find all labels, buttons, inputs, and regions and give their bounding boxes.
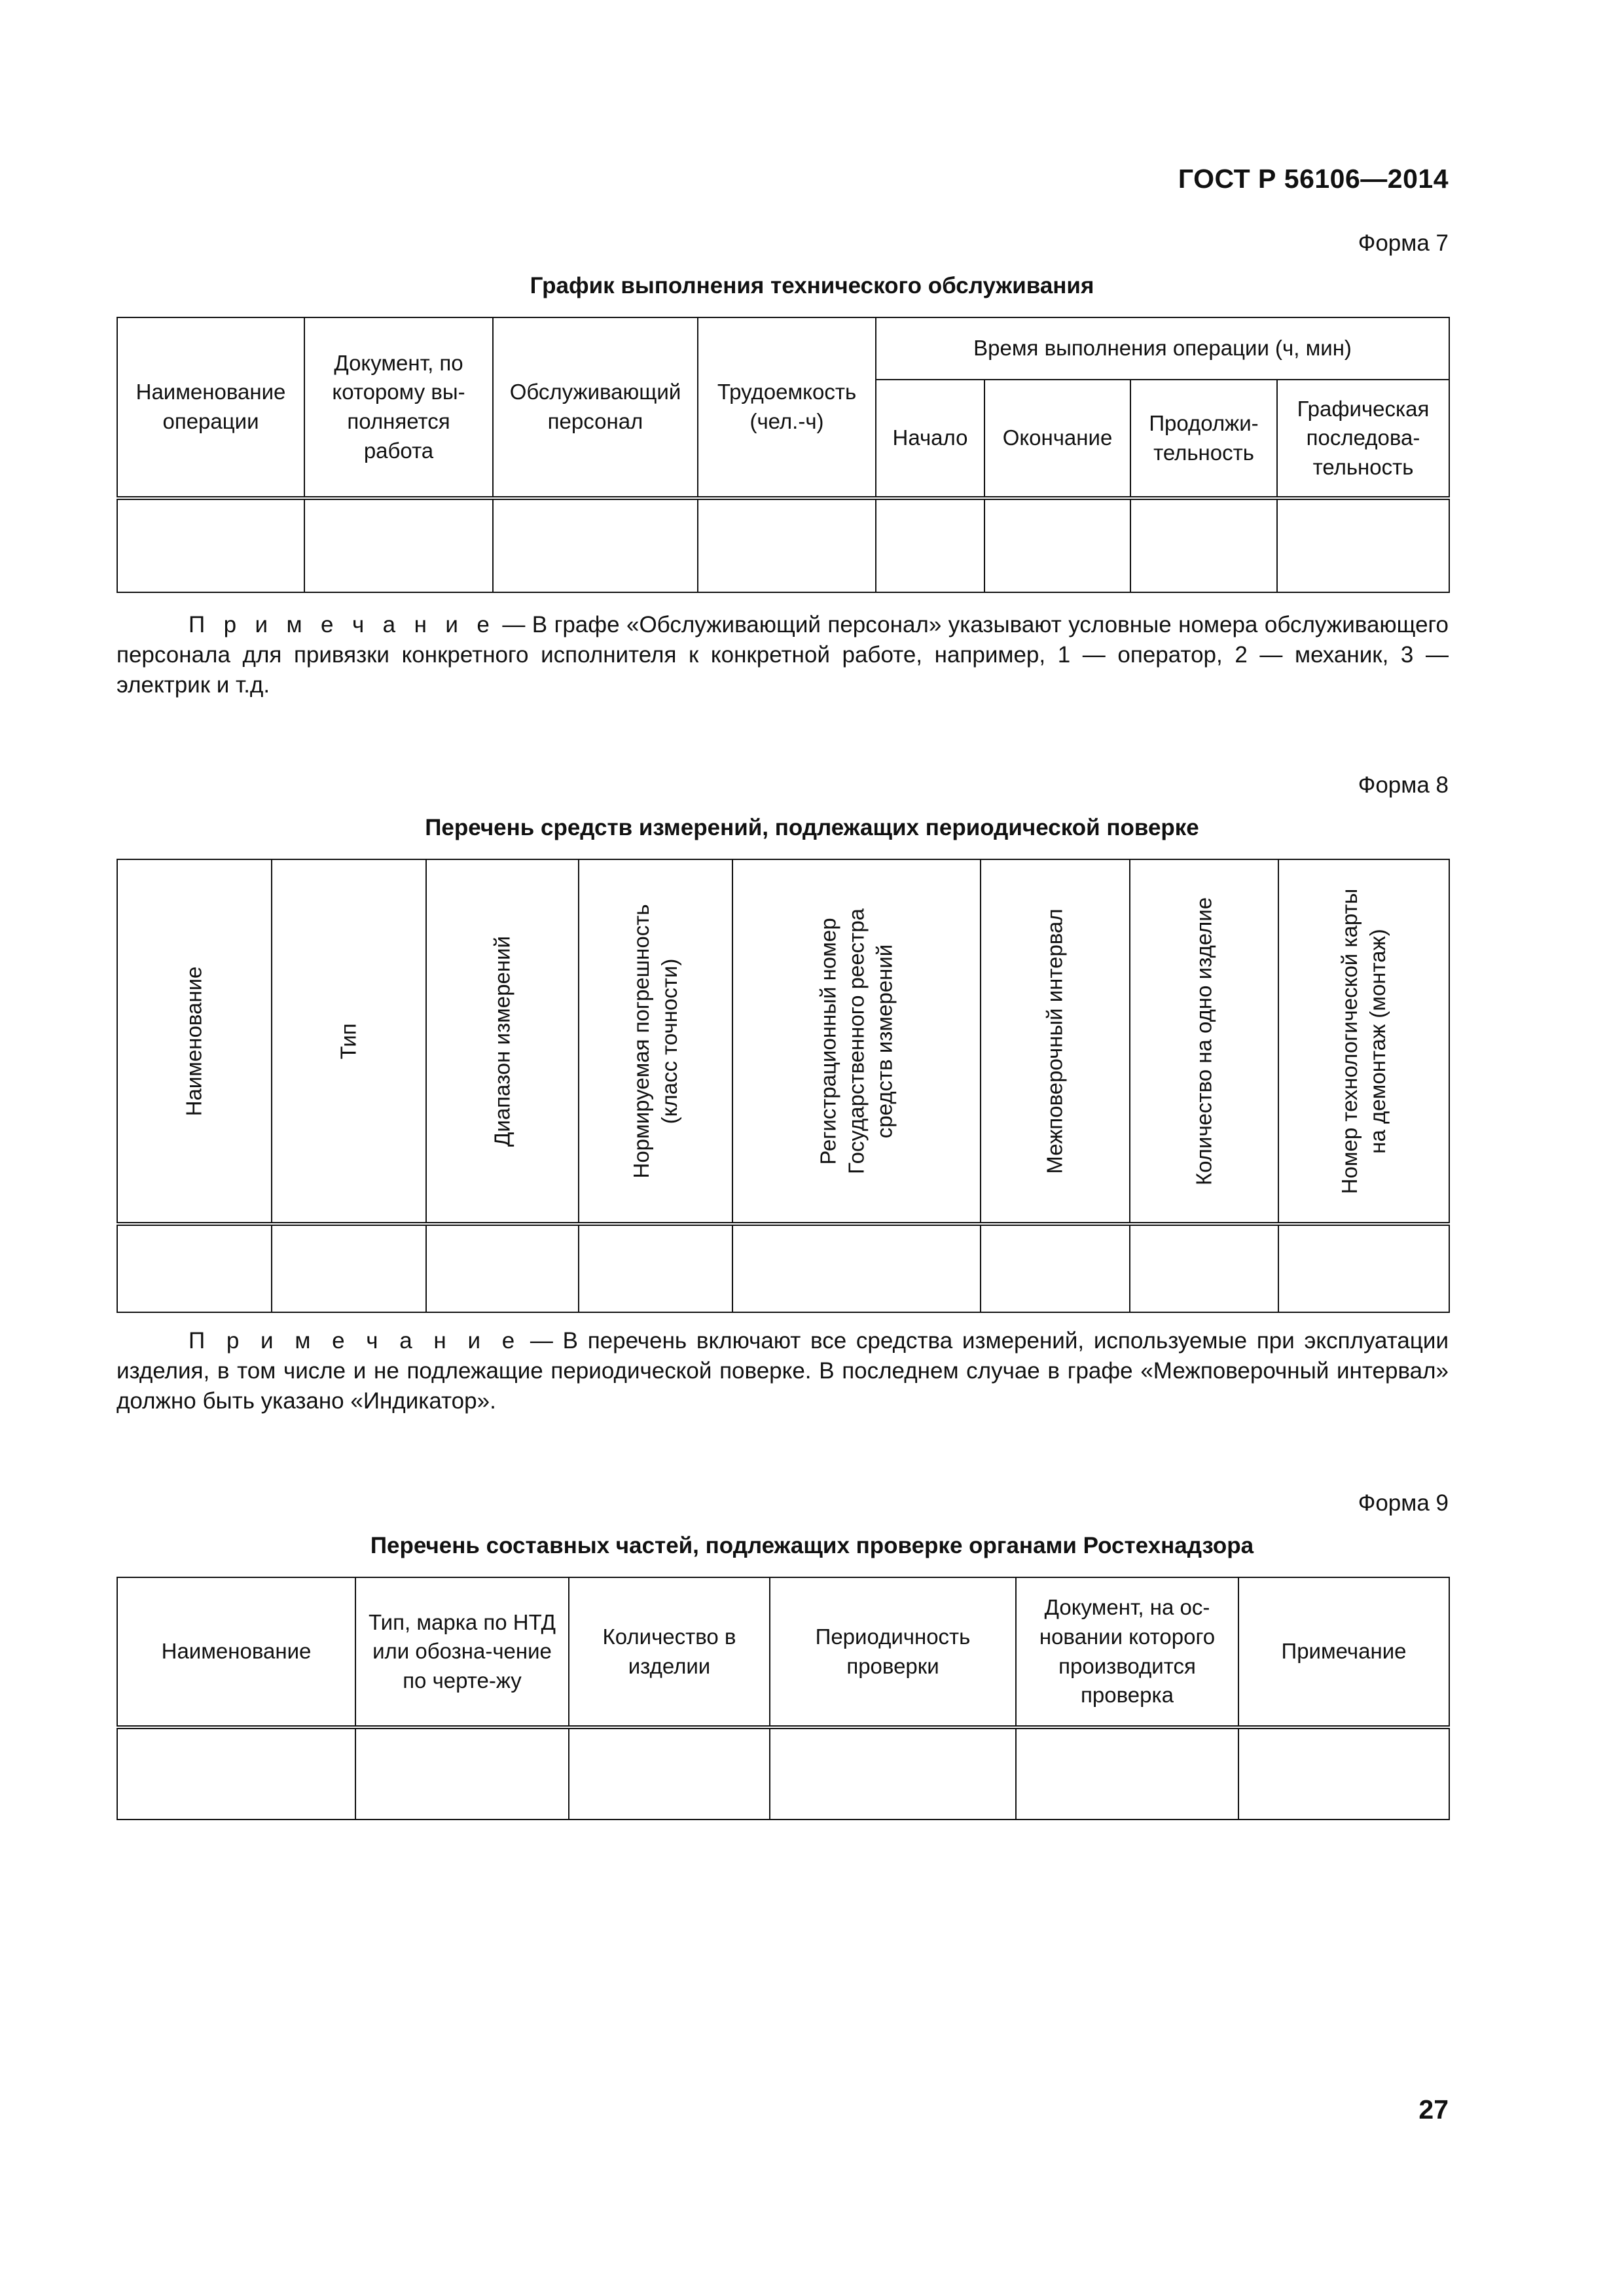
col-end: Окончание: [984, 380, 1130, 498]
col-name-label: Наименование: [181, 966, 206, 1116]
form7-label: Форма 7: [1358, 230, 1449, 256]
col-accuracy-label: Нормируемая погрешность (класс точности): [628, 903, 681, 1179]
col-start: Начало: [876, 380, 984, 498]
col-card-label: Номер технологической карты на демонтаж (монтаж): [1337, 888, 1390, 1194]
form9-empty-row: [117, 1727, 1449, 1820]
col-range: [426, 859, 579, 1224]
col-remark: Примечание: [1238, 1577, 1449, 1727]
col-quantity: Количество в изделии: [569, 1577, 770, 1727]
document-code: ГОСТ Р 56106—2014: [1178, 164, 1449, 194]
table-cell: [984, 498, 1130, 592]
col-type: [272, 859, 426, 1224]
col-quantity-label: Количество на одно изделие: [1191, 897, 1216, 1185]
table-cell: [1130, 498, 1277, 592]
table-cell: [1130, 1224, 1278, 1312]
form9-label: Форма 9: [1358, 1490, 1449, 1516]
table-cell: [698, 498, 876, 592]
table-cell: [569, 1727, 770, 1820]
col-document: Документ, по которому вы-полняется работа: [304, 317, 493, 498]
table-cell: [770, 1727, 1016, 1820]
col-graphic: Графическая последова-тельность: [1277, 380, 1449, 498]
form8-label: Форма 8: [1358, 772, 1449, 798]
table-cell: [1016, 1727, 1238, 1820]
col-duration: Продолжи-тельность: [1130, 380, 1277, 498]
table-cell: [981, 1224, 1130, 1312]
table-cell: [355, 1727, 569, 1820]
table-cell: [117, 498, 304, 592]
note-prefix: П р и м е ч а н и е: [189, 1328, 521, 1354]
col-interval: [981, 859, 1130, 1224]
form7-empty-row: [117, 498, 1449, 592]
table-cell: [876, 498, 984, 592]
table-cell: [426, 1224, 579, 1312]
col-registry-label: Регистрационный номер Государственного реестра средств измерений: [816, 908, 896, 1174]
col-operation-name: Наименование операции: [117, 317, 304, 498]
form7-note: [117, 610, 1449, 700]
note-text: — В перечень включают все средства измерений, используемые при эксплуатации изделия, в том числе и не подлежащие периодической поверке. В последнем случае в графе «Межповерочный интервал» должно быть указано «Индикатор».: [117, 1328, 1449, 1414]
col-name: [117, 859, 272, 1224]
col-range-label: Диапазон измерений: [490, 935, 514, 1147]
form8-empty-row: [117, 1224, 1449, 1312]
col-accuracy: [579, 859, 732, 1224]
form8-title: Перечень средств измерений, подлежащих периодической поверке: [425, 815, 1199, 840]
col-quantity: [1130, 859, 1278, 1224]
table-cell: [117, 1224, 272, 1312]
table-cell: [1277, 498, 1449, 592]
col-name: Наименование: [117, 1577, 355, 1727]
table-cell: [1278, 1224, 1449, 1312]
form8-note: [117, 1326, 1449, 1416]
table-cell: [304, 498, 493, 592]
table-cell: [579, 1224, 732, 1312]
col-type: Тип, марка по НТД или обозна-чение по черте-жу: [355, 1577, 569, 1727]
form7-table: [117, 317, 1450, 593]
note-text: — В графе «Обслуживающий персонал» указывают условные номера обслуживающего персонала для привязки конкретного исполнителя к конкретной работе, например, 1 — оператор, 2 — механик, 3 — электрик и т.д.: [117, 612, 1449, 698]
page-number: 27: [1418, 2094, 1449, 2125]
col-period: Периодичность проверки: [770, 1577, 1016, 1727]
col-time-group: Время выполнения операции (ч, мин): [876, 317, 1449, 380]
form9-title: Перечень составных частей, подлежащих проверке органами Ростехнадзора: [370, 1533, 1254, 1558]
table-cell: [272, 1224, 426, 1312]
table-cell: [117, 1727, 355, 1820]
col-interval-label: Межповерочный интервал: [1042, 908, 1067, 1174]
form7-title: График выполнения технического обслуживания: [530, 273, 1094, 298]
form9-table: [117, 1577, 1450, 1820]
col-document: Документ, на ос-новании которого производится проверка: [1016, 1577, 1238, 1727]
col-registry: [732, 859, 981, 1224]
table-cell: [1238, 1727, 1449, 1820]
form8-table: [117, 859, 1450, 1313]
table-cell: [732, 1224, 981, 1312]
col-staff: Обслуживающий персонал: [493, 317, 698, 498]
table-cell: [493, 498, 698, 592]
col-labor: Трудоемкость (чел.-ч): [698, 317, 876, 498]
col-card: [1278, 859, 1449, 1224]
note-prefix: П р и м е ч а н и е: [189, 612, 496, 637]
col-type-label: Тип: [336, 1023, 361, 1060]
